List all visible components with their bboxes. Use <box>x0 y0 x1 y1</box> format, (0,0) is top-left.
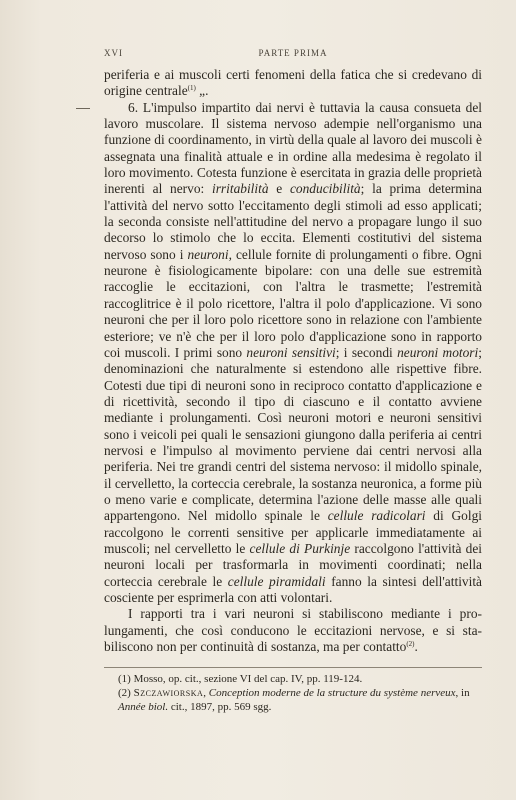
page-number: XVI <box>104 48 123 58</box>
paragraph-continued: periferia e ai muscoli certi fenomeni della fatica che si credevano di origine centrale$^{(1)}$ „. <box>104 67 482 99</box>
footnote-1: (1) Mosso, op. cit., sezione VI del cap. IV, pp. 119-124. <box>118 673 363 685</box>
running-title: PARTE PRIMA <box>258 48 328 58</box>
footnote-divider <box>104 667 482 668</box>
footnote-ref-2: (2) <box>406 640 415 649</box>
body-text <box>104 67 482 655</box>
paragraph-last: I rapporti tra i vari neuroni si stabiliscono mediante i prolungamenti, che così conducono le eccitazioni nervose, e si stabiliscono non per continuità di sostanza, ma per contatto$^{(2)}$. <box>104 606 482 655</box>
footnotes <box>104 672 482 714</box>
footnote-ref-1: (1) <box>187 84 196 93</box>
footnote-2: (2) Szczawiorska, Conception moderne de la structure du système nerveux, in Année biol. cit., 1897, pp. 569 sgg. <box>118 687 470 713</box>
paragraph-6: 6. L'impulso impartito dai nervi è tuttavia la causa consueta del lavoro muscolare. Il sistema nervoso adempie nell'organismo una funzione di coordinamento, in virtù della quale al lavoro dei muscoli è assegnata una finalità attuale e in ordine alla medesima è regolato il loro movimento. Cotesta funzione è esercitata in grazia delle proprietà inerenti al nervo: irritabilità e conducibilità; la prima determina l'attività del nervo sotto l'eccitamento degli stimoli ad esso applicati; la seconda consiste nell'attitudine del nervo a propagare lungo il suo decorso lo stimolo che lo eccita. Elementi costitutivi del sistema nervoso sono i neuroni, cellule fornite di prolungamenti o fibre. Ogni neurone è fisiologicamente bipolare: con una delle sue estremità raccoglie le eccitazioni, con l'altra le trasmette; l'estremità raccoglitrice è il polo ricettore, l'altra il polo d'applicazione. Vi sono neuroni che per il loro polo ricettore sono in relazione con l'ambiente esteriore; ve n'è che per il loro polo d'applicazione sono in rapporto coi muscoli. I primi sono neuroni sensitivi; i secondi neuroni motori; denominazioni che naturalmente si estendono alle rispettive fibre. Cotesti due tipi di neuroni sono in reciproco contatto d'applicazione e di ricettività, secondo il tipo di ciascuno e il contatto avviene mediante i prolungamenti. Così neuroni motori e neuroni sensitivi sono i veicoli pei quali le sensazioni giungono dalla periferia ai centri nervosi e l'impulso al movimento perviene dai centri nervosi alla periferia. Nei tre grandi centri del sistema nervoso: il midollo spinale, il cervelletto, la corteccia cerebrale, la sostanza neuronica, a forme più o meno varie e complicate, determina l'azione delle masse alle quali appartengono. Nel midollo spinale le cellule radicolari di Golgi raccolgono le correnti sensitive per applicarle immediatamente ai muscoli; nel cervelletto le cellule di Purkinje raccolgono l'attività dei neuroni locali per trasformarla in movimenti coordinati; nella corteccia cerebrale le cellule piramidali fanno la sintesi dell'attività cosciente per esprimerla con atti volontari. <box>104 99 482 605</box>
page-header <box>104 48 482 62</box>
margin-mark <box>76 108 90 109</box>
